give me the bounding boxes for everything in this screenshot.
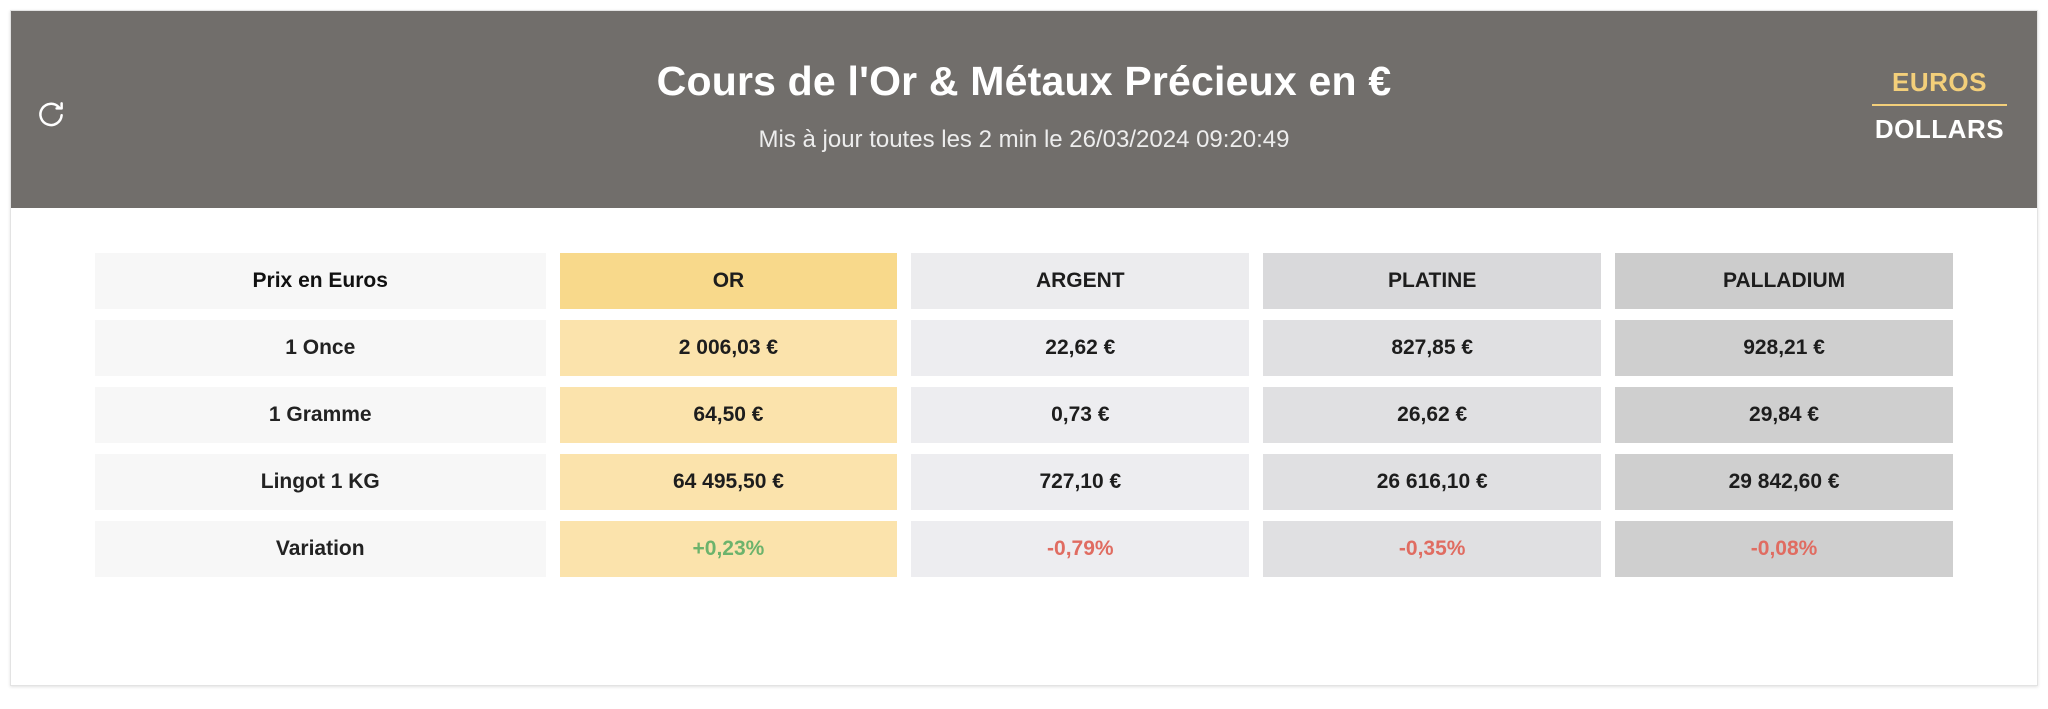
rates-table-wrapper (11, 208, 2037, 588)
table-row (95, 320, 1953, 376)
row-label-gramme: 1 Gramme (95, 387, 546, 443)
currency-option-dollars[interactable]: DOLLARS (1874, 114, 2005, 145)
table-row (95, 521, 1953, 577)
cell-gramme-argent: 0,73 € (911, 387, 1249, 443)
row-label-lingot: Lingot 1 KG (95, 454, 546, 510)
rates-table (81, 242, 1967, 588)
cell-gramme-platine: 26,62 € (1263, 387, 1601, 443)
widget-header (11, 11, 2037, 208)
cell-lingot-palladium: 29 842,60 € (1615, 454, 1953, 510)
column-header-platine: PLATINE (1263, 253, 1601, 309)
cell-lingot-platine: 26 616,10 € (1263, 454, 1601, 510)
row-label-variation: Variation (95, 521, 546, 577)
cell-once-or: 2 006,03 € (560, 320, 898, 376)
column-header-or: OR (560, 253, 898, 309)
cell-gramme-or: 64,50 € (560, 387, 898, 443)
table-row (95, 454, 1953, 510)
row-label-once: 1 Once (95, 320, 546, 376)
cell-variation-or: +0,23% (692, 537, 765, 560)
cell-variation-palladium: -0,08% (1750, 537, 1818, 560)
cell-once-platine: 827,85 € (1263, 320, 1601, 376)
page-title: Cours de l'Or & Métaux Précieux en € (656, 58, 1392, 104)
cell-lingot-argent: 727,10 € (911, 454, 1249, 510)
header-center (11, 59, 2037, 154)
column-header-argent: ARGENT (911, 253, 1249, 309)
table-header-row (95, 253, 1953, 309)
currency-option-euros[interactable]: EUROS (1872, 65, 2007, 106)
table-row (95, 387, 1953, 443)
table-corner-label: Prix en Euros (95, 253, 546, 309)
cell-lingot-or: 64 495,50 € (560, 454, 898, 510)
cell-once-palladium: 928,21 € (1615, 320, 1953, 376)
cell-gramme-palladium: 29,84 € (1615, 387, 1953, 443)
column-header-palladium: PALLADIUM (1615, 253, 1953, 309)
cell-variation-platine: -0,35% (1398, 537, 1466, 560)
cell-once-argent: 22,62 € (911, 320, 1249, 376)
last-update-text: Mis à jour toutes les 2 min le 26/03/2024 09:20:49 (758, 126, 1290, 154)
cell-variation-argent: -0,79% (1047, 537, 1114, 560)
rates-widget (10, 10, 2038, 686)
currency-switch (1872, 65, 2007, 152)
